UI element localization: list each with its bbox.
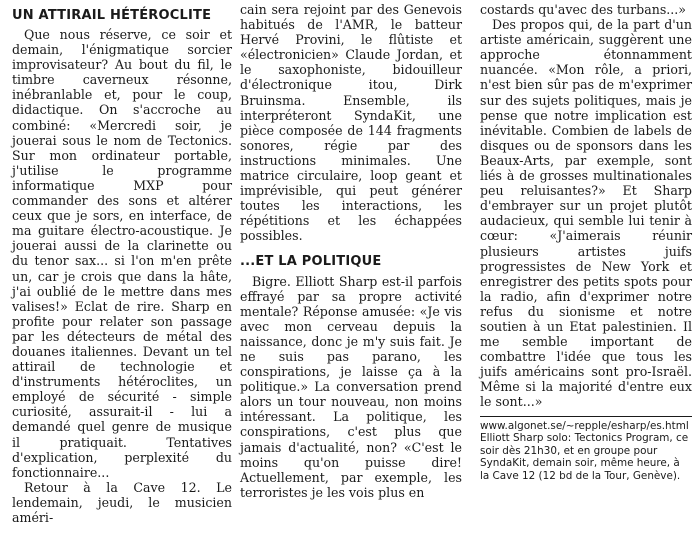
paragraph: costards qu'avec des turbans...» (480, 2, 687, 17)
article-column-2 (240, 2, 462, 500)
article-column-3 (480, 2, 692, 483)
paragraph: Retour à la Cave 12. Le lendemain, jeudi, le musicien améri- (12, 479, 232, 525)
event-caption (480, 420, 692, 483)
caption-divider (480, 416, 692, 417)
article-column-1 (12, 8, 232, 525)
section-heading-attirail: UN ATTIRAIL HÉTÉROCLITE (12, 8, 212, 23)
caption-url: www.algonet.se/~repple/esharp/es.html (480, 419, 689, 432)
paragraph: Que nous réserve, ce soir et demain, l'énigmatique sorcier improvisateur? Au bout du fil, le timbre caverneux résonne, inébranlable et, pour le coup, didactique. On s'accroche au combiné: «Mercredi soir, je jouerai sous le nom de Tectonics. Sur mon ordinateur portable, j'utilise le programme informatique MXP pour commander des sons et altérer ceux que je sors, en interface, de ma guitare électro-acoustique. Je jouerai aussi de la clarinette ou du tenor sax... si l'on m'en prête un, car je crois que dans la hâte, j'ai oublié de le mettre dans mes valises!» Eclat de rire. Sharp en profite pour relater son passage par les détecteurs de métal des douanes italiennes. Devant un tel attirail de technologie et d'instruments hétéroclites, un employé de sécurité - simple curiosité, assurait-il - lui a demandé quel genre de musique il pratiquait. Tentatives d'explication, perplexité du fonctionnaire... (12, 27, 232, 480)
paragraph: Des propos qui, de la part d'un artiste américain, suggèrent une approche étonnamment nuancée. «Mon rôle, a priori, n'est bien sûr pas de m'exprimer sur des sujets politiques, mais je pense que notre implication est inévitable. Combien de labels de disques ou de sponsors dans les Beaux-Arts, par exemple, sont liés à de grosses multinationales peu reluisantes?» Et Sharp d'embrayer sur un projet plutôt audacieux, qui semble lui tenir à cœur: «J'aimerais réunir plusieurs artistes juifs progressistes de New York et enregistrer des petits spots pour la radio, afin d'exprimer notre refus du sionisme et notre soutien à un Etat palestinien. Il me semble important de combattre l'idée que tous les juifs américains sont pro-Israël. Même si la majorité d'entre eux le sont...» (480, 17, 692, 410)
paragraph: Bigre. Elliott Sharp est-il parfois effrayé par sa propre activité mentale? Réponse amusée: «Je vis avec mon cerveau depuis la naissance, donc je m'y suis fait. Je ne suis pas parano, les conspirations, je laisse ça à la politique.» La conversation prend alors un tour nouveau, non moins intéressant. La politique, les conspirations, c'est plus que jamais d'actualité, non? «C'est le moins qu'on puisse dire! Actuellement, par exemple, les terroristes je les vois plus en (240, 273, 462, 500)
section-heading-politique: ...ET LA POLITIQUE (240, 253, 382, 269)
paragraph: cain sera rejoint par des Genevois habitués de l'AMR, le batteur Hervé Provini, le flûtiste et «électronicien» Claude Jordan, et le saxophoniste, bidouilleur d'électronique itou, Dirk Bruinsma. Ensemble, ils interpréteront SyndaKit, une pièce composée de 144 fragments sonores, régie par des instructions minimales. Une matrice circulaire, loop geant et imprévisible, qui peut générer toutes les interactions, les répétitions et les échappées possibles. (240, 2, 462, 244)
caption-text: Elliott Sharp solo: Tectonics Program, ce soir dès 21h30, et en groupe pour SyndaKit, demain soir, même heure, à la Cave 12 (12 bd de la Tour, Genève). (480, 432, 689, 482)
